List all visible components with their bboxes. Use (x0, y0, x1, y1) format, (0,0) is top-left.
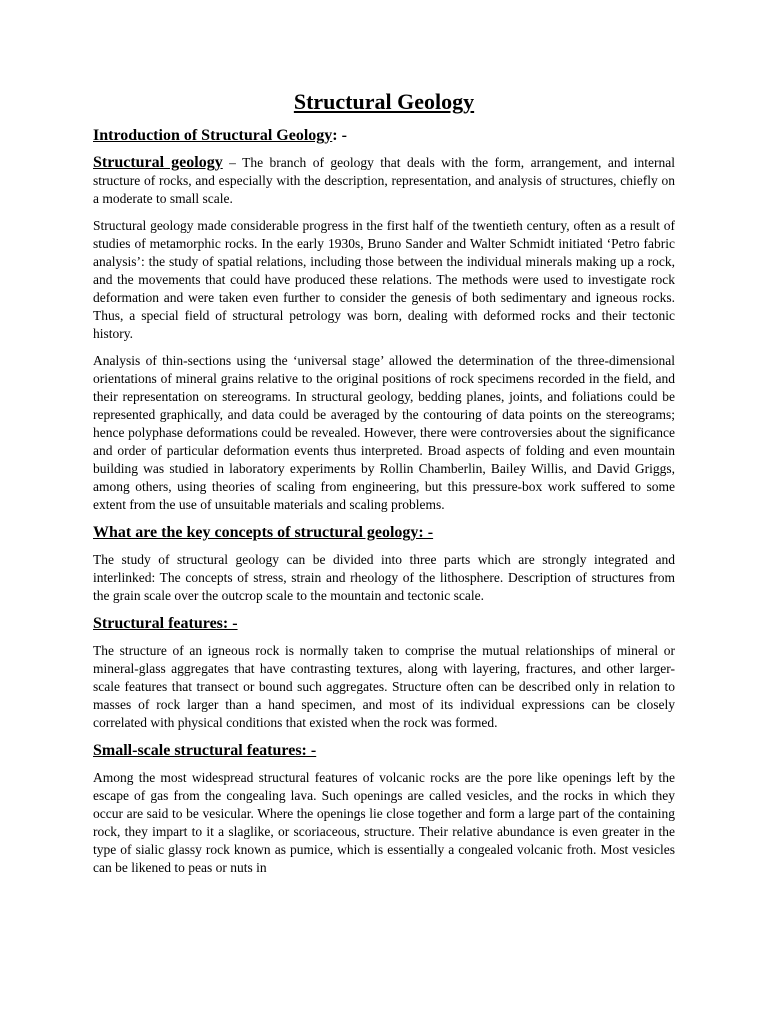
concepts-heading (93, 523, 675, 543)
intro-heading-suffix: : - (332, 127, 347, 144)
intro-lead-text: The branch of geology that deals with the form, arrangement, and internal structure of rocks, and especially with the description, representation, and analysis of structures, chiefly on a moderate to small scale. (93, 155, 676, 206)
concepts-paragraph: The study of structural geology can be divided into three parts which are strongly integrated and interlinked: The concepts of stress, strain and rheology of the lithosphere. Description of structures from the grain scale over the outcrop scale to the mountain and tectonic scale. (93, 552, 675, 603)
features-heading (93, 614, 675, 634)
analysis-paragraph: Analysis of thin-sections using the ‘universal stage’ allowed the determination of the three-dimensional orientations of mineral grains relative to the original positions of rock specimens recorded in the field, and their representation on stereograms. In structural geology, bedding planes, joints, and foliations could be represented graphically, and data could be averaged by the contouring of data points on the stereograms; hence polyphase deformations could be revealed. However, there were controversies about the significance and order of particular deformation events thus interpreted. Broad aspects of folding and even mountain building was studied in laboratory experiments by Rollin Chamberlin, Bailey Willis, and David Griggs, among others, using theories of scaling from engineering, but this pressure-box work suffered to some extent from the use of unsuitable materials and scaling problems. (93, 353, 675, 512)
small-scale-heading (93, 741, 675, 761)
intro-lead-dash: – (222, 155, 243, 170)
document-title: Structural Geology (293, 89, 475, 114)
features-paragraph: The structure of an igneous rock is normally taken to comprise the mutual relationships of mineral or mineral-glass aggregates that have contrasting textures, along with layering, fractures, and other larger-scale features that transect or bound such aggregates. Structure often can be described only in relation to masses of rock larger than a hand specimen, and most of its individual expressions can be closely correlated with physical conditions that existed when the rock was formed. (93, 643, 675, 730)
small-scale-heading-text: Small-scale structural features: - (93, 742, 317, 759)
document-page (93, 88, 675, 886)
intro-heading (93, 126, 675, 146)
intro-paragraph (93, 154, 675, 208)
features-heading-text: Structural features: - (93, 615, 238, 632)
intro-heading-text: Introduction of Structural Geology (93, 127, 333, 144)
small-scale-paragraph: Among the most widespread structural features of volcanic rocks are the pore like openings left by the escape of gas from the congealing lava. Such openings are called vesicles, and the rocks in which they occur are said to be vesicular. Where the openings lie close together and form a large part of the containing rock, they impart to it a slaglike, or scoriaceous, structure. Their relative abundance is even greater in the type of sialic glassy rock known as pumice, which is essentially a congealed volcanic froth. Most vesicles can be likened to peas or nuts in (93, 770, 675, 875)
history-paragraph: Structural geology made considerable progress in the first half of the twentieth century, often as a result of studies of metamorphic rocks. In the early 1930s, Bruno Sander and Walter Schmidt initiated ‘Petro fabric analysis’: the study of spatial relations, including those between the individual minerals making up a rock, and the movements that could have produced these relations. The methods were used to investigate rock deformation and were taken even further to consider the genesis of both sedimentary and igneous rocks. Thus, a special field of structural petrology was born, dealing with deformed rocks and their tectonic history. (93, 218, 675, 341)
intro-lead-term: Structural geology (93, 154, 223, 171)
concepts-heading-text: What are the key concepts of structural geology: - (93, 524, 434, 541)
